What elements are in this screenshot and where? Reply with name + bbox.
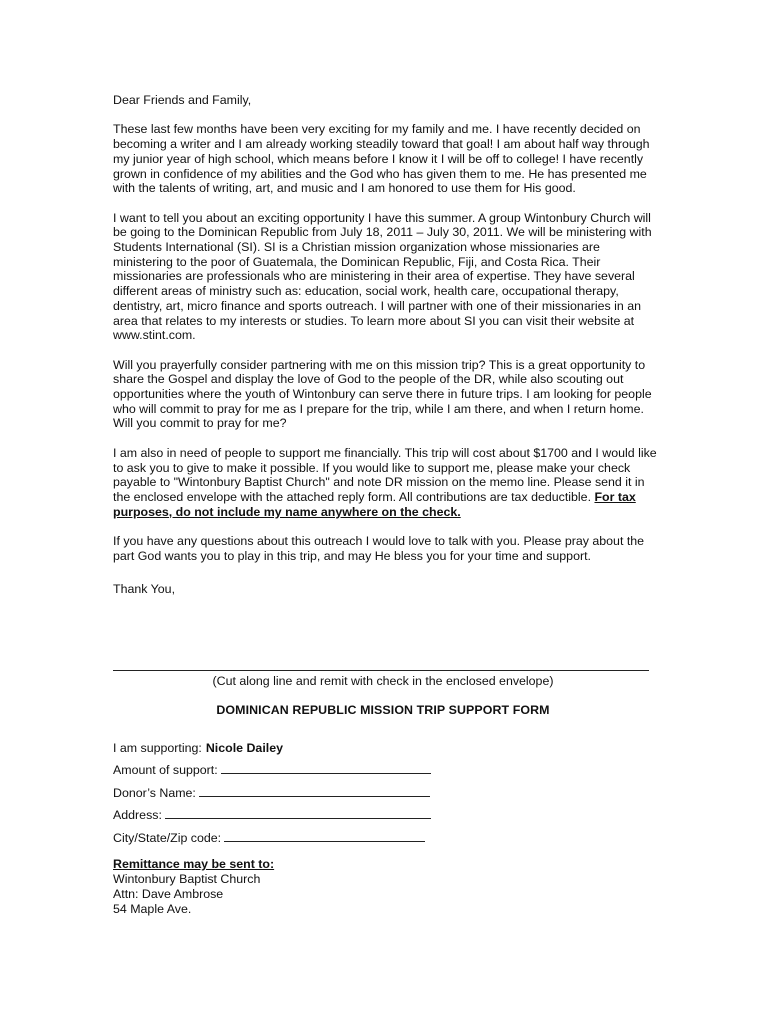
paragraph-4-text: I am also in need of people to support me financially. This trip will cost about $1700 and I would like to ask you to give to make it possible. If you would like to support me, please make your check payable to "Wintonbury Baptist Church" and note DR mission on the memo line. Please send it in the enclosed envelope with the attached reply form. All contributions are tax deductible. <box>113 445 657 504</box>
paragraph-1: These last few months have been very exciting for my family and me. I have recently decided on becoming a writer and I am already working steadily toward that goal! I am about half way through my junior year of high school, which means before I know it I will be off to college! I have recently grown in confidence of my abilities and the God who has given them to me. He has presented me with the talents of writing, art, and music and I am honored to use them for His good. <box>113 122 650 196</box>
form-title: DOMINICAN REPUBLIC MISSION TRIP SUPPORT FORM <box>216 703 550 717</box>
remittance-line-1: Wintonbury Baptist Church <box>113 872 261 886</box>
amount-field[interactable] <box>221 773 431 774</box>
address-row <box>113 800 513 823</box>
letter-body <box>113 93 658 612</box>
address-field[interactable] <box>165 818 431 819</box>
tax-note: For tax purposes, do not include my name anywhere on the check. <box>113 489 636 519</box>
donor-label: Donor’s Name: <box>113 785 196 800</box>
city-row <box>113 822 513 845</box>
donor-row <box>113 777 513 800</box>
supporting-name: Nicole Dailey <box>205 740 283 755</box>
closing: Thank You, <box>113 582 176 597</box>
remittance-line-2: Attn: Dave Ambrose <box>113 887 224 901</box>
paragraph-4 <box>113 446 658 520</box>
cut-line <box>113 670 649 671</box>
amount-label: Amount of support: <box>113 763 218 777</box>
city-state-zip-field[interactable] <box>224 841 425 842</box>
donor-name-field[interactable] <box>199 796 430 797</box>
remittance-heading: Remittance may be sent to: <box>113 857 275 871</box>
supporting-row <box>113 732 513 755</box>
support-form <box>113 732 513 845</box>
address-label: Address: <box>113 808 162 822</box>
cut-caption: (Cut along line and remit with check in the enclosed envelope) <box>212 674 554 688</box>
supporting-label: I am supporting: <box>113 740 202 755</box>
remittance-line-3: 54 Maple Ave. <box>113 902 192 916</box>
city-label: City/State/Zip code: <box>113 830 222 845</box>
paragraph-5: If you have any questions about this outreach I would love to talk with you. Please pray about the part God wants you to play in this trip, and may He bless you for your time and support. <box>113 534 645 563</box>
remittance-block <box>113 857 274 917</box>
greeting: Dear Friends and Family, <box>113 93 252 107</box>
paragraph-2: I want to tell you about an exciting opportunity I have this summer. A group Wintonbury Church will be going to the Dominican Republic from July 18, 2011 – July 30, 2011. We will be ministering with Students International (SI). SI is a Christian mission organization whose missionaries are ministering to the poor of Guatemala, the Dominican Republic, Fiji, and Costa Rica. Their missionaries are professionals who are ministering in their area of expertise. They have several different areas of ministry such as: education, social work, health care, occupational therapy, dentistry, art, micro finance and sports outreach. I will partner with one of their missionaries in an area that relates to my interests or studies. To learn more about SI you can visit their website at www.stint.com. <box>113 210 652 343</box>
amount-row <box>113 755 513 778</box>
paragraph-3: Will you prayerfully consider partnering with me on this mission trip? This is a great opportunity to share the Gospel and display the love of God to the people of the DR, while also scouting out opportunities where the youth of Wintonbury can serve there in future trips. I am looking for people who will commit to pray for me as I prepare for the trip, while I am there, and when I return home. Will you commit to pray for me? <box>113 357 652 431</box>
